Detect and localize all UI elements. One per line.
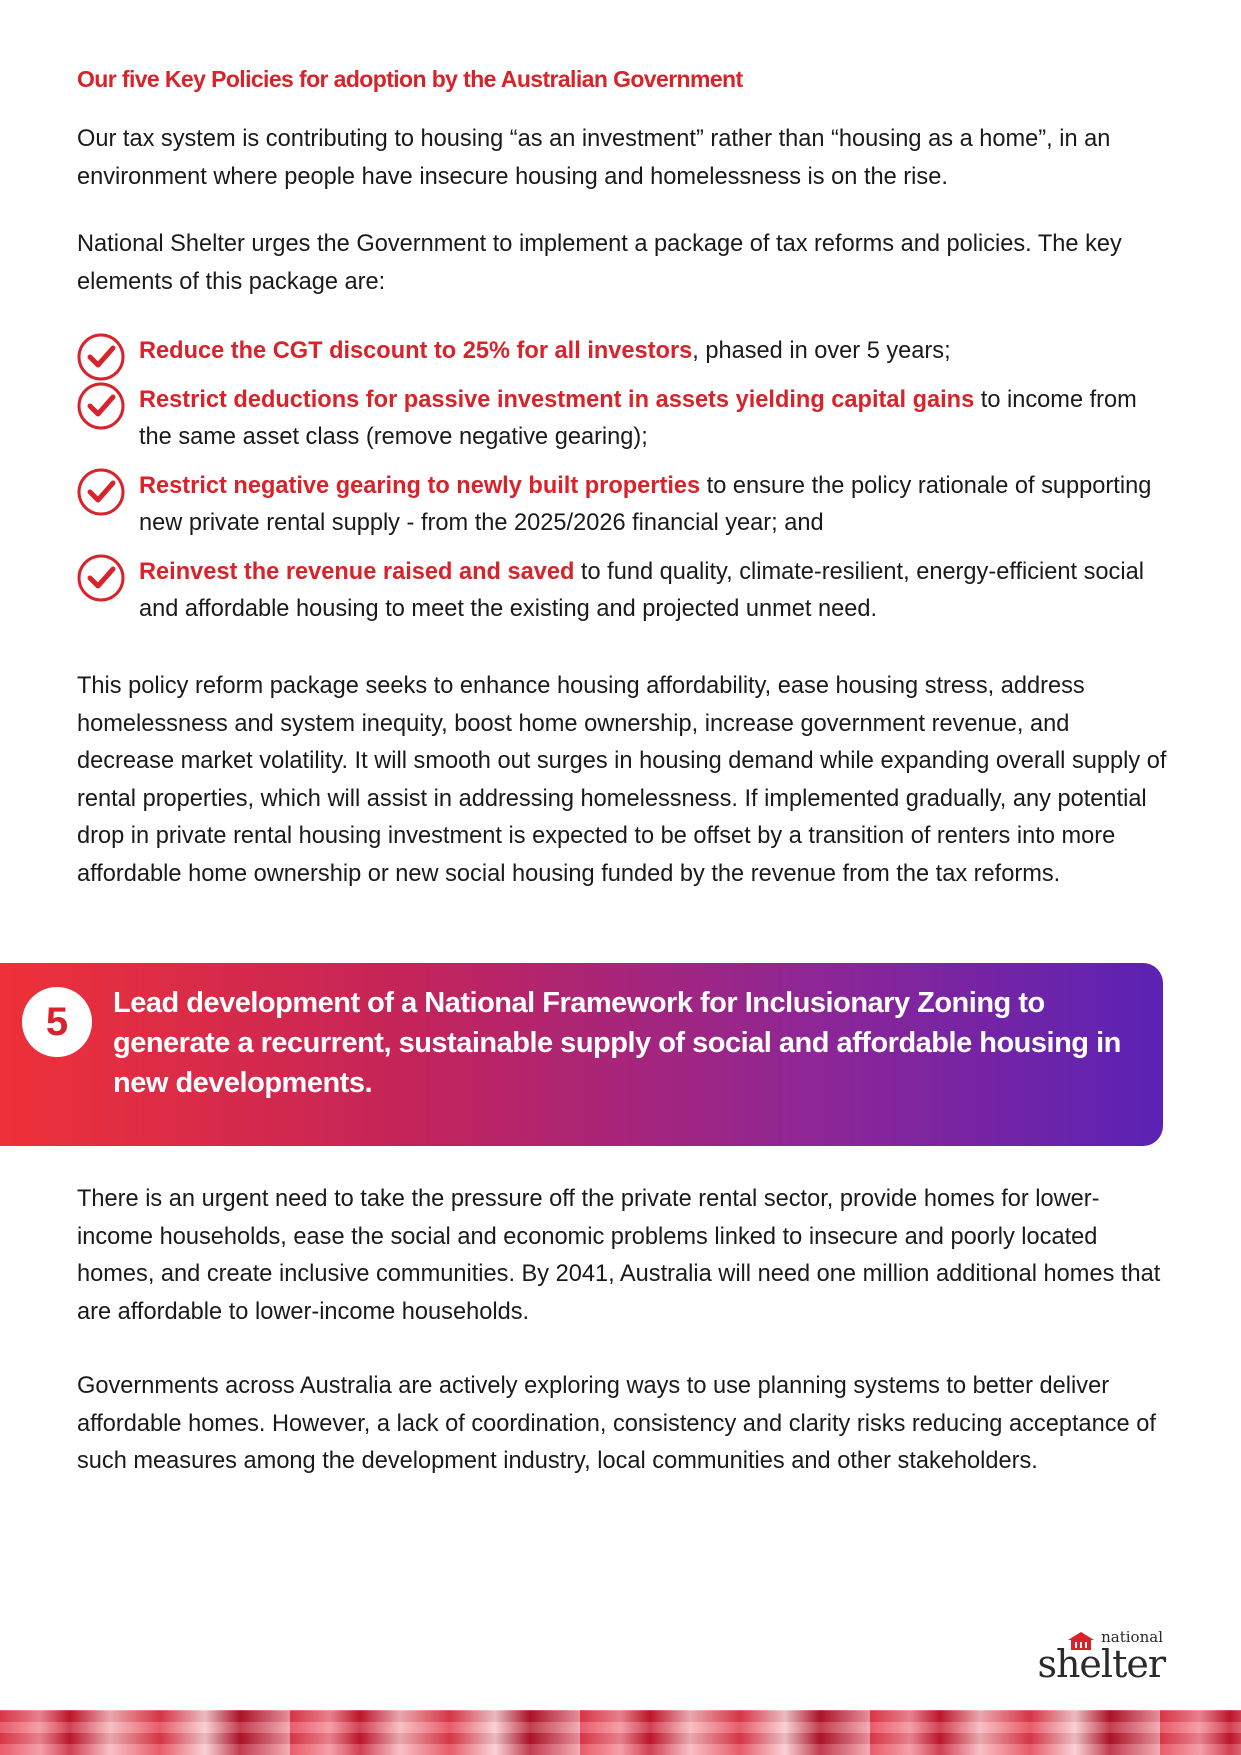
- logo-national-text: national: [1101, 1628, 1163, 1646]
- policy-number-badge: 5: [22, 987, 92, 1057]
- body-paragraph-2: Governments across Australia are actively exploring ways to use planning systems to better deliver affordable homes. However, a lack of coordination, consistency and clarity risks reducing acceptance of such measures among the development industry, local communities and other stakeholders.: [77, 1373, 1156, 1474]
- section-heading: Our five Key Policies for adoption by the Australian Government: [77, 66, 743, 92]
- logo-shelter-text: shelter: [1037, 1642, 1165, 1686]
- checklist-item: [77, 468, 1167, 542]
- checklist-item: [77, 554, 1167, 628]
- checklist-item-text: to fund quality, climate-resilient, energy-efficient social and affordable housing to meet the existing and projected unmet need.: [139, 559, 1144, 622]
- intro-paragraph-1: Our tax system is contributing to housing “as an investment” rather than “housing as a home”, in an environment where people have insecure housing and homelessness is on the rise.: [77, 126, 1111, 190]
- check-circle-icon: [77, 382, 125, 430]
- policy-checklist: [77, 333, 1167, 640]
- check-circle-icon: [77, 333, 125, 381]
- intro-paragraph-2: National Shelter urges the Government to implement a package of tax reforms and policies. The key elements of this package are:: [77, 231, 1122, 295]
- checklist-item: [77, 333, 1167, 370]
- national-shelter-logo: [1030, 1626, 1165, 1686]
- checklist-item: [77, 382, 1167, 456]
- body-paragraph-1: There is an urgent need to take the pressure off the private rental sector, provide homes for lower-income households, ease the social and economic problems linked to insecure and poorly located homes, and create inclusive communities. By 2041, Australia will need one million additional homes that are affordable to lower-income households.: [77, 1186, 1161, 1325]
- policy-banner-title: Lead development of a National Framework for Inclusionary Zoning to generate a recurrent, sustainable supply of social and affordable housing in new developments.: [113, 987, 1121, 1099]
- checklist-item-text: to income from the same asset class (remove negative gearing);: [139, 387, 1137, 450]
- checklist-item-text: to ensure the policy rationale of supporting new private rental supply - from the 2025/2026 financial year; and: [139, 473, 1152, 536]
- check-circle-icon: [77, 554, 125, 602]
- summary-paragraph: This policy reform package seeks to enhance housing affordability, ease housing stress, address homelessness and system inequity, boost home ownership, increase government revenue, and decrease market volatility. It will smooth out surges in housing demand while expanding overall supply of rental properties, which will assist in addressing homelessness. If implemented gradually, any potential drop in private rental housing investment is expected to be offset by a transition of renters into more affordable home ownership or new social housing funded by the revenue from the tax reforms.: [77, 673, 1167, 887]
- checklist-item-highlight: Reinvest the revenue raised and saved: [139, 559, 575, 585]
- checklist-item-highlight: Restrict negative gearing to newly built properties: [139, 473, 701, 499]
- checklist-item-text: , phased in over 5 years;: [692, 338, 951, 364]
- check-circle-icon: [77, 468, 125, 516]
- checklist-item-highlight: Restrict deductions for passive investment in assets yielding capital gains: [139, 387, 975, 413]
- checklist-item-highlight: Reduce the CGT discount to 25% for all investors: [139, 338, 693, 364]
- footer-decorative-band: [0, 1710, 1241, 1755]
